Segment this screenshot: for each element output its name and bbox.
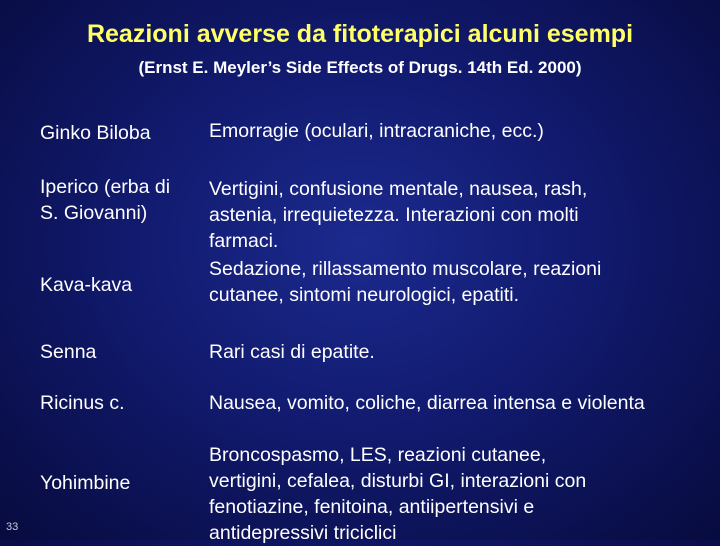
- effect-kava: Sedazione, rillassamento muscolare, reazioni cutanee, sintomi neurologici, epatiti.: [209, 258, 602, 306]
- effect-ricinus: Nausea, vomito, coliche, diarrea intensa e violenta: [209, 392, 645, 414]
- effect-ginko: Emorragie (oculari, intracraniche, ecc.): [209, 120, 544, 142]
- drug-name-kava: Kava-kava: [40, 274, 133, 296]
- effect-iperico: Vertigini, confusione mentale, nausea, rash, astenia, irrequietezza. Interazioni con molti farmaci.: [209, 178, 588, 252]
- drug-name-ginko: Ginko Biloba: [40, 122, 151, 144]
- effect-yohimbine: Broncospasmo, LES, reazioni cutanee, vertigini, cefalea, disturbi GI, interazioni con fenotiazine, fenitoina, antiipertensivi e antidepressivi triciclici: [209, 444, 587, 544]
- effect-senna: Rari casi di epatite.: [209, 341, 375, 363]
- slide-number: 33: [6, 521, 19, 533]
- slide-title: Reazioni avverse da fitoterapici alcuni esempi: [86, 20, 634, 48]
- drug-name-yohimbine: Yohimbine: [40, 472, 131, 494]
- drug-name-iperico: Iperico (erba di S. Giovanni): [40, 176, 171, 224]
- drug-name-ricinus: Ricinus c.: [40, 392, 125, 414]
- drug-name-senna: Senna: [40, 341, 97, 363]
- slide-subtitle: (Ernst E. Meyler’s Side Effects of Drugs. 14th Ed. 2000): [138, 58, 582, 77]
